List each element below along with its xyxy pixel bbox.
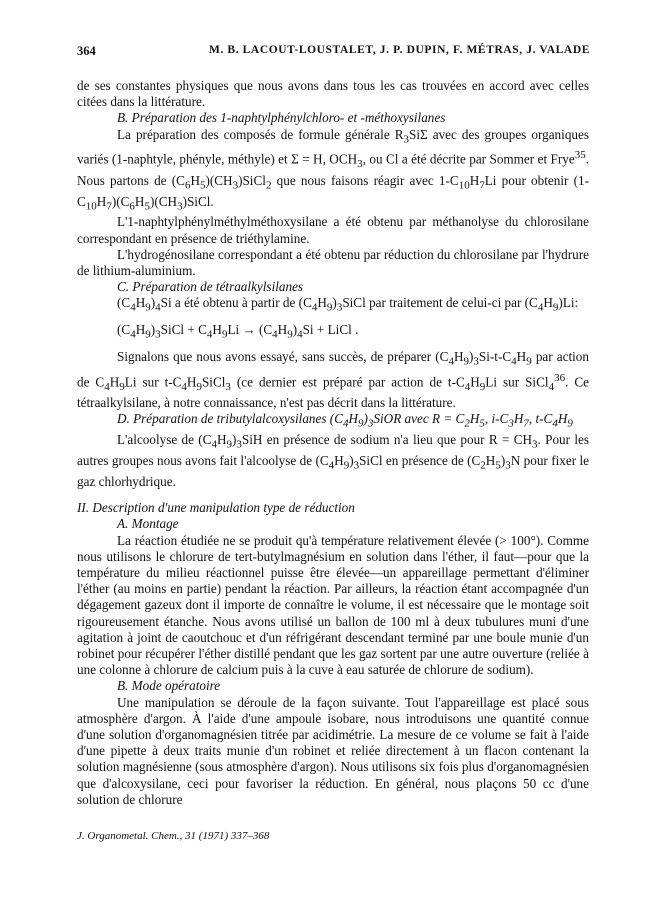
paragraph: La réaction étudiée ne se produit qu'à température relativement élevée (> 100°). Comme nous utilisons le chlorure de tert-butylmagnésium en solution dans l'éther, il faut—pour que la température du milieu réactionnel puisse être élevée—un appareillage permettant d'éliminer l'éther (au moins en partie) pendant la réaction. Par ailleurs, la réaction étant accompagnée d'un dégagement gazeux dont il importe de connaître le volume, il est nécessaire que le montage soit rigoureusement étanche. Nous avons utilisé un ballon de 100 ml à deux tubulures muni d'une agitation à joint de caoutchouc et d'un réfrigérant descendant terminé par une boule munie d'un robinet pour récupérer l'éther distillé pendant que les gaz sortent par une autre ouverture (reliée à une colonne à chlorure de calcium puis à la cuve à eau saturée de chlorure de sodium). [77, 532, 589, 678]
paragraph: L'1-naphtylphénylméthylméthoxysilane a été obtenu par méthanolyse du chlorosilane correspondant en présence de triéthylamine. [77, 214, 589, 246]
article-body [77, 78, 589, 808]
running-title: M. B. LACOUT-LOUSTALET, J. P. DUPIN, F. MÉTRAS, J. VALADE [209, 44, 590, 56]
page-header [77, 44, 590, 62]
section-heading: A. Montage [117, 516, 179, 532]
paragraph: L'alcoolyse de $(C_4H_9)_3SiH$ en présence de sodium n'a lieu que pour $R = CH_3$. Pour les autres groupes nous avons fait l'alcoolyse de $(C_4H_9)_3SiCl$ en présence de $(C_2H_5)_3N$ pour fixer le gaz chlorhydrique. [77, 432, 590, 489]
section-heading: D. Préparation de tributylalcoxysilanes $(C_4H_9)_3SiOR$ avec $R = C_2H_5$, $i-C_3H_7$, $t-C_4H_9$ [117, 411, 573, 430]
paragraph: Signalons que nous avons essayé, sans succès, de préparer $(C_4H_9)_3Si-t-C_4H_9$ par action de $C_4H_9Li$ sur $t-C_4H_9SiCl_3$ (ce dernier est préparé par action de $t-C_4H_9Li$ sur SiCl$_4^{36}$. Ce tétraalkylsilane, à notre connaissance, n'est pas décrit dans la littérature. [77, 349, 589, 411]
paragraph: Une manipulation se déroule de la façon suivante. Tout l'appareillage est placé sous atmosphère d'argon. À l'aide d'une ampoule isobare, nous introduisons une quantité connue d'une solution d'organomagnésien titrée par acidimétrie. La mesure de ce volume se fait à l'aide d'une pipette à deux traits munie d'un robinet et reliée directement à un flacon contenant la solution magnésienne (sous atmosphère d'argon). Nous utilisons six fois plus d'organomagnésien que d'alcoxysilane, ceci pour favoriser la réduction. En général, nous plaçons 50 cc d'une solution de chlorure [77, 694, 589, 807]
paragraph: de ses constantes physiques que nous avons dans tous les cas trouvées en accord avec celles citées dans la littérature. [77, 78, 589, 110]
paragraph: $(C_4H_9)_4Si$ a été obtenu à partir de $(C_4H_9)_3SiCl$ par traitement de celui-ci par $(C_4H_9)Li$: [117, 295, 579, 315]
page-number: 364 [77, 44, 96, 58]
equation: $(C_4H_9)_3SiCl + C_4H_9Li \to (C_4H_9)_4Si$ + LiCl . [117, 322, 359, 341]
section-heading: B. Préparation des 1-naphtylphénylchloro- et -méthoxysilanes [117, 110, 446, 126]
paragraph: La préparation des composés de formule générale $R_3Si\Sigma$ avec des groupes organiques variés (1-naphtyle, phényle, méthyle) et Σ = H, $OCH_3$, ou Cl a été décrite par Sommer et Frye$^{35}$. Nous partons de $(C_6H_5)(CH_3)SiCl_2$ que nous faisons réagir avec $1-C_{10}H_7Li$ pour obtenir $(1-C_{10}H_7)(C_6H_5)(CH_3)SiCl$. [77, 126, 589, 213]
section-heading: C. Préparation de tétraalkylsilanes [117, 279, 304, 295]
paragraph: L'hydrogénosilane correspondant a été obtenu par réduction du chlorosilane par l'hydrure de lithium-aluminium. [77, 246, 589, 278]
section-heading: B. Mode opératoire [117, 678, 221, 694]
section-heading: II. Description d'une manipulation type de réduction [77, 500, 355, 516]
journal-citation-footer: J. Organometal. Chem., 31 (1971) 337–368 [77, 830, 270, 842]
